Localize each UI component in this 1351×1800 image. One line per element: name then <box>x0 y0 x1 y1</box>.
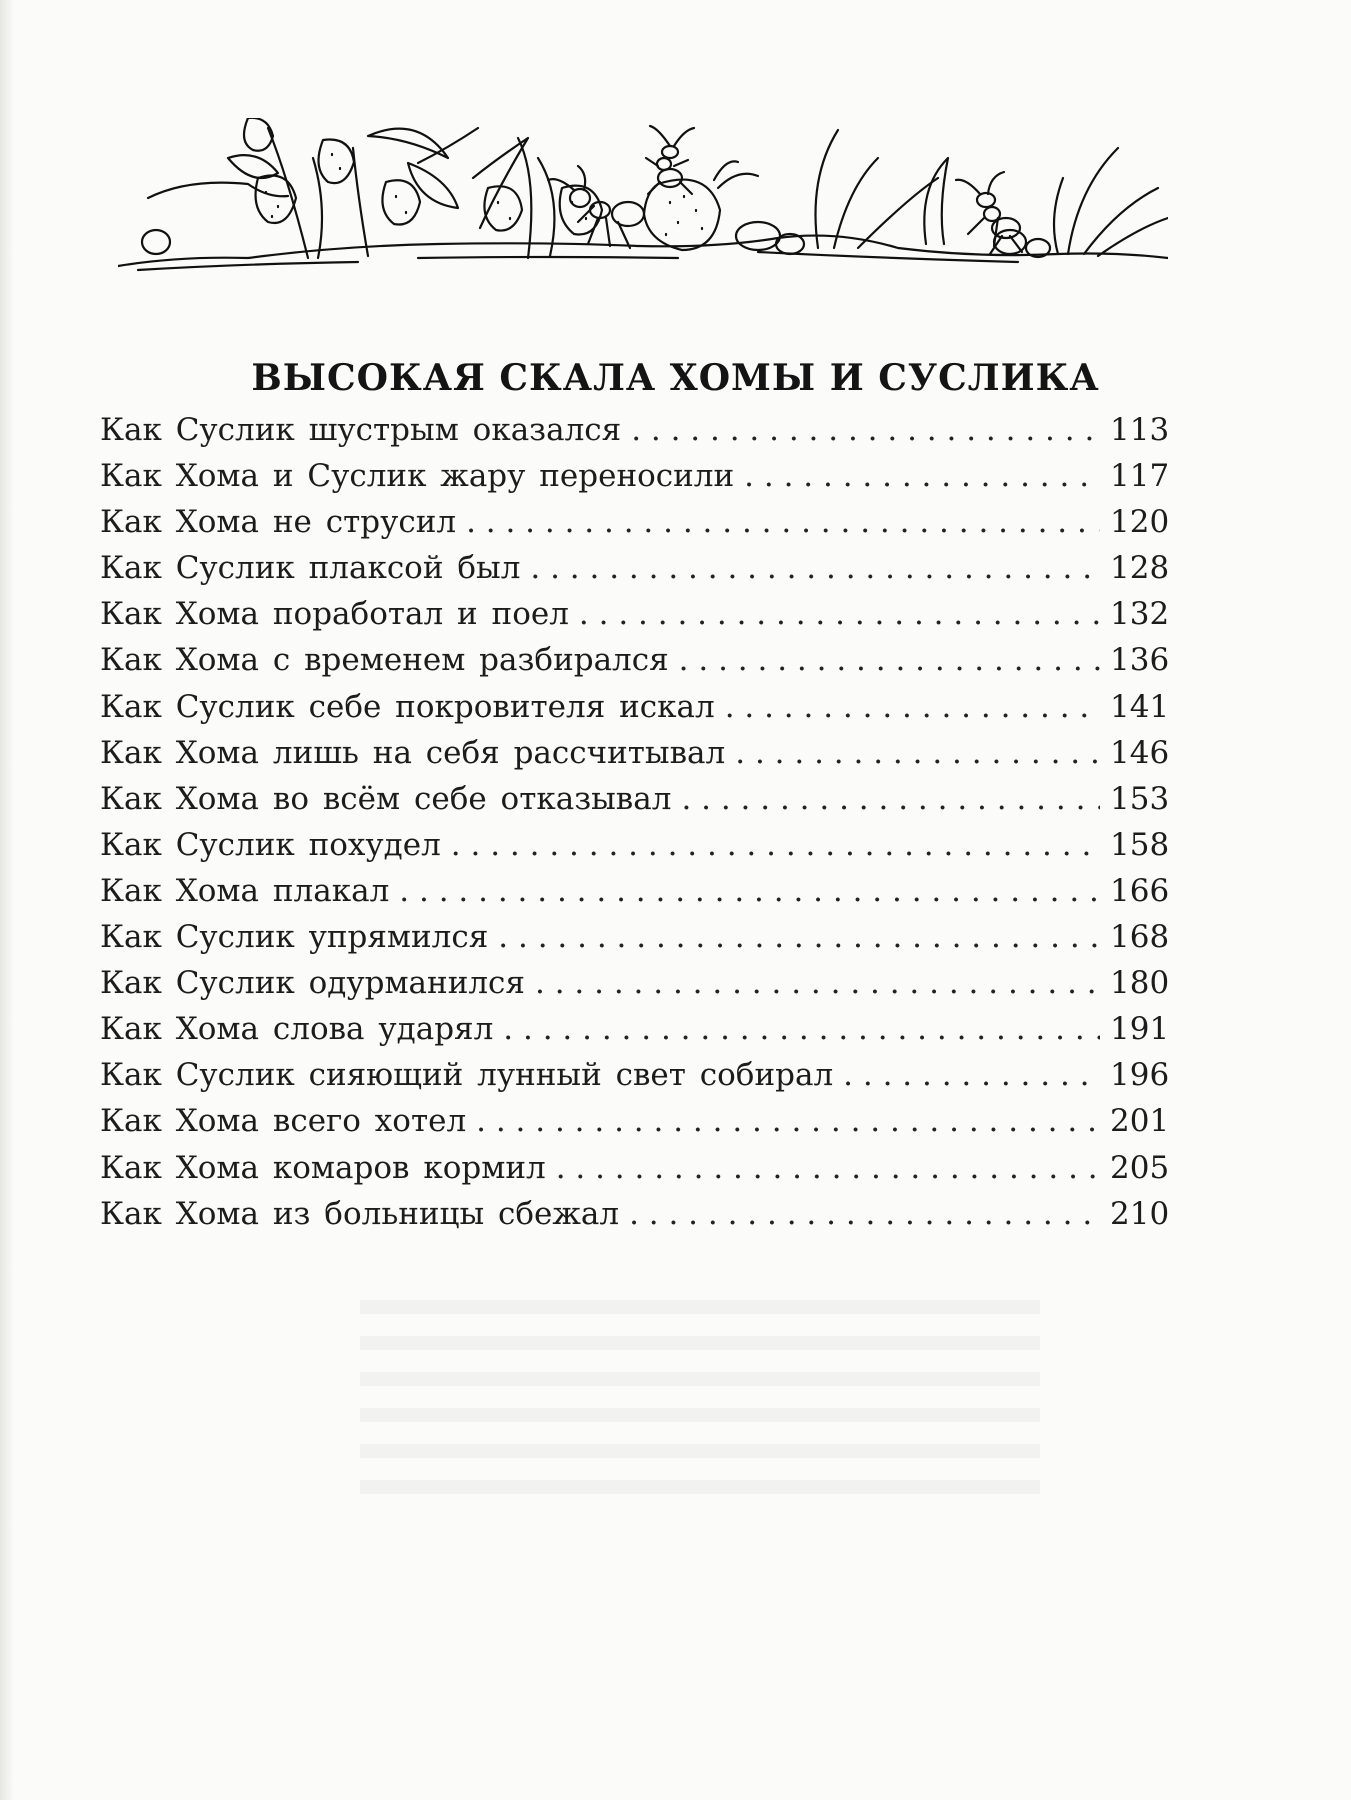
dot-leader <box>735 735 1100 771</box>
toc-entry-title: Как Хома во всём себе отказывал <box>100 780 672 817</box>
dot-leader <box>556 1150 1100 1186</box>
toc-entry-title: Как Суслик похудел <box>100 826 441 863</box>
toc-entry <box>100 1011 1168 1057</box>
dot-leader <box>631 412 1100 448</box>
toc-entry <box>100 1150 1168 1196</box>
toc-entry-title: Как Хома из больницы сбежал <box>100 1195 620 1232</box>
toc-entry-title: Как Хома лишь на себя рассчитывал <box>100 734 726 771</box>
toc-heading: ВЫСОКАЯ СКАЛА ХОМЫ И СУСЛИКА <box>251 357 1100 400</box>
toc-entry <box>100 1103 1168 1149</box>
meadow-illustration <box>118 118 1168 288</box>
toc-entry-page-number: 136 <box>1110 642 1170 679</box>
bleed-through-texture <box>360 1300 1040 1500</box>
toc-entry <box>100 1057 1168 1103</box>
dot-leader <box>451 827 1100 863</box>
dot-leader <box>535 965 1100 1001</box>
toc-entry <box>100 550 1168 596</box>
toc-entry-title: Как Хома плакал <box>100 872 390 909</box>
toc-entry-page-number: 141 <box>1110 688 1170 725</box>
toc-entry <box>100 1196 1168 1242</box>
toc-entry-title: Как Хома всего хотел <box>100 1103 467 1140</box>
toc-entry-title: Как Суслик одурманился <box>100 965 525 1002</box>
dot-leader <box>530 550 1100 586</box>
dot-leader <box>679 642 1100 678</box>
toc-entry-title: Как Хома поработал и поел <box>100 596 569 633</box>
toc-entry-page-number: 146 <box>1110 734 1170 771</box>
toc-entry <box>100 504 1168 550</box>
dot-leader <box>681 781 1100 817</box>
toc-entry-title: Как Суслик себе покровителя искал <box>100 688 715 725</box>
toc-entry-title: Как Хома не струсил <box>100 504 457 541</box>
toc-entry-page-number: 117 <box>1110 458 1170 495</box>
toc-entry-page-number: 191 <box>1110 1011 1170 1048</box>
dot-leader <box>725 689 1100 725</box>
toc-entry <box>100 596 1168 642</box>
toc-entry-page-number: 158 <box>1110 826 1170 863</box>
toc-entry-title: Как Суслик упрямился <box>100 919 489 956</box>
dot-leader <box>399 873 1100 909</box>
toc-entry <box>100 965 1168 1011</box>
toc-entry <box>100 458 1168 504</box>
toc-entry-title: Как Суслик сияющий лунный свет собирал <box>100 1057 834 1094</box>
toc-entry-title: Как Суслик шустрым оказался <box>100 412 622 448</box>
toc-entry-page-number: 113 <box>1110 412 1170 448</box>
toc-entry-page-number: 128 <box>1110 550 1170 587</box>
toc-entry <box>100 642 1168 688</box>
toc-entry-title: Как Хома комаров кормил <box>100 1149 546 1186</box>
toc-entry-page-number: 166 <box>1110 872 1170 909</box>
toc-entry <box>100 781 1168 827</box>
toc-entry <box>100 689 1168 735</box>
toc-entry-page-number: 132 <box>1110 596 1170 633</box>
dot-leader <box>843 1057 1100 1093</box>
page-edge-shadow <box>0 0 14 1800</box>
toc-entry-title: Как Хома и Суслик жару переносили <box>100 458 735 495</box>
toc-entry-title: Как Хома слова ударял <box>100 1011 494 1048</box>
toc-entry-title: Как Суслик плаксой был <box>100 550 521 587</box>
toc-entry-page-number: 210 <box>1110 1195 1170 1232</box>
toc-entry <box>100 735 1168 781</box>
dot-leader <box>629 1196 1100 1232</box>
toc-entry <box>100 919 1168 965</box>
toc-entry <box>100 873 1168 919</box>
dot-leader <box>579 596 1100 632</box>
dot-leader <box>476 1103 1100 1139</box>
toc-entry-page-number: 180 <box>1110 965 1170 1002</box>
toc-entry-page-number: 196 <box>1110 1057 1170 1094</box>
table-of-contents <box>100 412 1168 1242</box>
dot-leader <box>744 458 1100 494</box>
dot-leader <box>498 919 1100 955</box>
toc-entry <box>100 412 1168 458</box>
toc-entry <box>100 827 1168 873</box>
toc-entry-page-number: 205 <box>1110 1149 1170 1186</box>
toc-entry-title: Как Хома с временем разбирался <box>100 642 669 679</box>
toc-entry-page-number: 201 <box>1110 1103 1170 1140</box>
toc-entry-page-number: 120 <box>1110 504 1170 541</box>
toc-entry-page-number: 168 <box>1110 919 1170 956</box>
dot-leader <box>466 504 1100 540</box>
toc-entry-page-number: 153 <box>1110 780 1170 817</box>
dot-leader <box>503 1011 1100 1047</box>
